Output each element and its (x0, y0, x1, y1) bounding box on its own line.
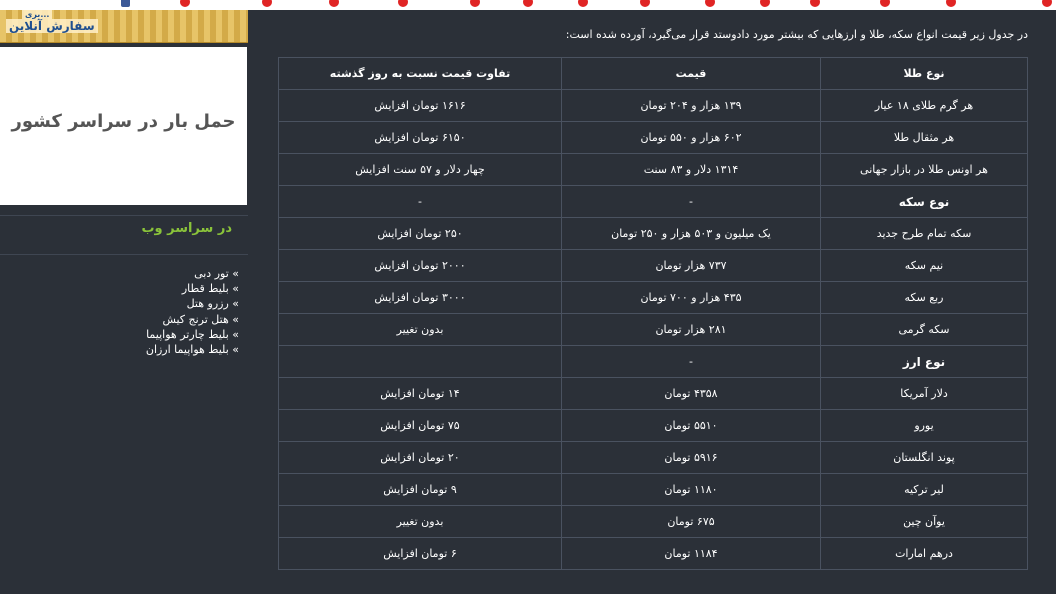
table-cell-type: نیم سکه (821, 250, 1028, 282)
intro-paragraph: در جدول زیر قیمت انواع سکه، طلا و ارزهایی که بیشتر مورد دادوستد قرار می‌گیرد، آورده شده است: (565, 28, 1028, 41)
online-order-label[interactable]: سفارش آنلاین (6, 19, 98, 33)
notification-dot-icon (1042, 0, 1052, 7)
table-cell-price: ۶۰۲ هزار و ۵۵۰ تومان (562, 122, 821, 154)
table-row (279, 378, 1028, 410)
table-section-row (279, 186, 1028, 218)
order-banner-top-text: ...بری (22, 10, 52, 19)
table-cell-price: ۱۳۱۴ دلار و ۸۳ سنت (562, 154, 821, 186)
table-cell-price: ۱۳۹ هزار و ۲۰۴ تومان (562, 90, 821, 122)
notification-dot-icon (640, 0, 650, 7)
table-cell-type: ربع سکه (821, 282, 1028, 314)
table-cell-change: بدون تغییر (279, 314, 562, 346)
table-cell-change: ۲۰ تومان افزایش (279, 442, 562, 474)
table-cell-price: ۷۳۷ هزار تومان (562, 250, 821, 282)
table-cell-price: ۴۳۵۸ تومان (562, 378, 821, 410)
table-row (279, 410, 1028, 442)
sidebar-link-dubai-tour[interactable]: » تور دبی (0, 266, 239, 281)
table-cell-type: لیر ترکیه (821, 474, 1028, 506)
notification-dot-icon (578, 0, 588, 7)
table-row (279, 122, 1028, 154)
notification-dot-icon (523, 0, 533, 7)
table-cell-price: - (562, 346, 821, 378)
notification-dot-icon (470, 0, 480, 7)
table-row (279, 154, 1028, 186)
table-row (279, 538, 1028, 570)
table-cell-type: سکه گرمی (821, 314, 1028, 346)
sidebar-divider (0, 254, 248, 255)
table-section-row (279, 346, 1028, 378)
table-cell-change: ۷۵ تومان افزایش (279, 410, 562, 442)
table-cell-price: ۱۱۸۰ تومان (562, 474, 821, 506)
table-cell-type: هر گرم طلای ۱۸ عیار (821, 90, 1028, 122)
column-header-price: قیمت (562, 58, 821, 90)
table-row (279, 442, 1028, 474)
table-row (279, 474, 1028, 506)
price-table (278, 57, 1028, 570)
sidebar-link-toranj-hotel[interactable]: » هتل ترنج کیش (0, 312, 239, 327)
table-cell-type: هر مثقال طلا (821, 122, 1028, 154)
table-cell-type: یورو (821, 410, 1028, 442)
freight-ad-text: حمل بار در سراسر کشور (11, 111, 236, 132)
table-cell-change: ۶۱۵۰ تومان افزایش (279, 122, 562, 154)
table-cell-price: ۲۸۱ هزار تومان (562, 314, 821, 346)
notification-dot-icon (880, 0, 890, 7)
table-cell-type: پوند انگلستان (821, 442, 1028, 474)
table-cell-change: بدون تغییر (279, 506, 562, 538)
table-cell-price: ۶۷۵ تومان (562, 506, 821, 538)
notification-dot-icon (329, 0, 339, 7)
table-row (279, 282, 1028, 314)
table-cell-price: - (562, 186, 821, 218)
table-cell-change: چهار دلار و ۵۷ سنت افزایش (279, 154, 562, 186)
notification-dot-icon (705, 0, 715, 7)
table-cell-type: درهم امارات (821, 538, 1028, 570)
table-row (279, 250, 1028, 282)
sidebar-links (0, 266, 239, 357)
sidebar-divider (0, 215, 248, 216)
table-cell-type: سکه تمام طرح جدید (821, 218, 1028, 250)
table-row (279, 506, 1028, 538)
notification-dot-icon (180, 0, 190, 7)
table-cell-price: ۴۳۵ هزار و ۷۰۰ تومان (562, 282, 821, 314)
table-cell-type: نوع ارز (821, 346, 1028, 378)
table-cell-change: ۲۰۰۰ تومان افزایش (279, 250, 562, 282)
table-cell-change: ۶ تومان افزایش (279, 538, 562, 570)
table-cell-price: ۵۵۱۰ تومان (562, 410, 821, 442)
table-cell-type: هر اونس طلا در بازار جهانی (821, 154, 1028, 186)
table-cell-price: ۵۹۱۶ تومان (562, 442, 821, 474)
browser-top-strip (0, 0, 1056, 10)
table-cell-change: ۱۶۱۶ تومان افزایش (279, 90, 562, 122)
table-cell-change: - (279, 186, 562, 218)
sidebar-link-hotel-booking[interactable]: » رزرو هتل (0, 296, 239, 311)
column-header-type: نوع طلا (821, 58, 1028, 90)
notification-dot-icon (262, 0, 272, 7)
notification-dot-icon (810, 0, 820, 7)
freight-ad-banner[interactable] (0, 47, 247, 205)
facebook-icon[interactable] (121, 0, 130, 7)
column-header-change: تفاوت قیمت نسبت به روز گذشته (279, 58, 562, 90)
sidebar-link-charter-flight[interactable]: » بلیط چارتر هواپیما (0, 327, 239, 342)
table-cell-change: ۳۰۰۰ تومان افزایش (279, 282, 562, 314)
table-cell-change: ۲۵۰ تومان افزایش (279, 218, 562, 250)
sidebar-link-cheap-flight[interactable]: » بلیط هواپیما ارزان (0, 342, 239, 357)
table-cell-type: یوآن چین (821, 506, 1028, 538)
table-cell-type: دلار آمریکا (821, 378, 1028, 410)
table-cell-price: ۱۱۸۴ تومان (562, 538, 821, 570)
table-row (279, 314, 1028, 346)
notification-dot-icon (398, 0, 408, 7)
sidebar-link-train-ticket[interactable]: » بلیط قطار (0, 281, 239, 296)
online-order-banner[interactable] (0, 10, 248, 43)
sidebar (0, 10, 248, 594)
table-cell-type: نوع سکه (821, 186, 1028, 218)
sidebar-heading: در سراسر وب (141, 221, 232, 236)
table-row (279, 90, 1028, 122)
table-cell-change: ۹ تومان افزایش (279, 474, 562, 506)
table-row (279, 218, 1028, 250)
notification-dot-icon (760, 0, 770, 7)
table-header-row (279, 58, 1028, 90)
table-cell-change (279, 346, 562, 378)
notification-dot-icon (946, 0, 956, 7)
table-cell-price: یک میلیون و ۵۰۳ هزار و ۲۵۰ تومان (562, 218, 821, 250)
table-cell-change: ۱۴ تومان افزایش (279, 378, 562, 410)
